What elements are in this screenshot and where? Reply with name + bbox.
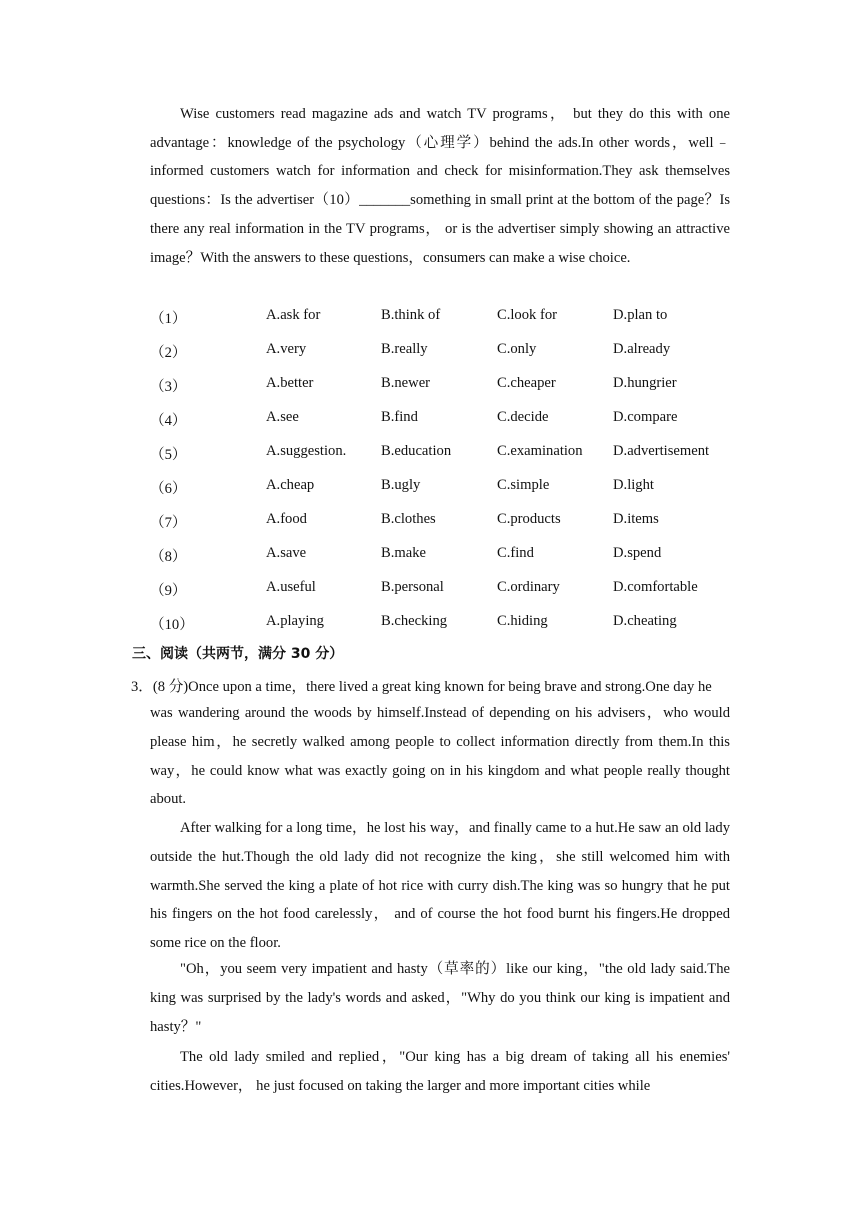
option-d: D.spend	[613, 545, 662, 561]
question-number: （7）	[150, 515, 187, 531]
option-d: D.items	[613, 511, 659, 527]
question-number: （5）	[150, 447, 187, 463]
option-b: B.think of	[381, 307, 441, 323]
option-row-10	[150, 613, 750, 635]
option-d: D.advertisement	[613, 443, 710, 459]
question-3-intro: Once upon a time，there lived a great king known for being brave and strong.One day he	[188, 679, 712, 695]
question-number: （10）	[150, 617, 194, 633]
question-number: （4）	[150, 413, 187, 429]
option-row-2	[150, 341, 750, 363]
option-b: B.make	[381, 545, 426, 561]
question-3-paragraph-1: was wandering around the woods by himself.Instead of depending on his advisers，who would please him，he secretly walked among people to collect information directly from them.In this way，he could know what was exactly going on in his kingdom and what people really thought about.	[150, 705, 730, 808]
option-d: D.compare	[613, 409, 678, 425]
option-c: C.decide	[497, 409, 549, 425]
option-a: A.cheap	[266, 477, 315, 493]
option-a: A.save	[266, 545, 307, 561]
option-row-7	[150, 511, 750, 533]
question-number: （8）	[150, 549, 187, 565]
option-a: A.playing	[266, 613, 324, 629]
option-d: D.plan to	[613, 307, 668, 323]
option-row-5	[150, 443, 750, 465]
option-c: C.only	[497, 341, 537, 357]
question-number: （2）	[150, 345, 187, 361]
question-3-paragraph-4: The old lady smiled and replied，"Our king has a big dream of taking all his enemies' cities.However， he just focused on taking the larger and more important cities while	[150, 1049, 730, 1094]
option-a: A.suggestion.	[266, 443, 347, 459]
option-row-9	[150, 579, 750, 601]
passage-paragraph: Wise customers read magazine ads and watch TV programs， but they do this with one advantage：knowledge of the psychology（心理学）behind the ads.In other words，well﹣informed customers watch for information and check for misinformation.They ask themselves questions：Is the advertiser（10）_______something in small print at the bottom of the page？Is there any real information in the TV programs， or is the advertiser simply showing an attractive image？With the answers to these questions，consumers can make a wise choice.	[150, 106, 730, 266]
question-number: （1）	[150, 311, 187, 327]
option-a: A.ask for	[266, 307, 321, 323]
section-heading: 三、阅读（共两节，满分 30 分）	[132, 646, 344, 662]
option-a: A.useful	[266, 579, 316, 595]
option-d: D.cheating	[613, 613, 677, 629]
option-b: B.clothes	[381, 511, 436, 527]
option-row-3	[150, 375, 750, 397]
option-b: B.personal	[381, 579, 444, 595]
option-a: A.food	[266, 511, 307, 527]
option-d: D.comfortable	[613, 579, 698, 595]
option-row-4	[150, 409, 750, 431]
option-a: A.see	[266, 409, 299, 425]
option-b: B.education	[381, 443, 452, 459]
question-number: （6）	[150, 481, 187, 497]
option-b: B.newer	[381, 375, 431, 391]
option-d: D.already	[613, 341, 671, 357]
option-c: C.hiding	[497, 613, 548, 629]
option-d: D.hungrier	[613, 375, 677, 391]
option-c: C.products	[497, 511, 561, 527]
question-number: （3）	[150, 379, 187, 395]
question-label: 3．(8 分)	[131, 679, 189, 695]
question-3-paragraph-3: "Oh，you seem very impatient and hasty（草率的）like our king，"the old lady said.The king was surprised by the lady's words and asked，"Why do you think our king is impatient and hasty？"	[150, 961, 730, 1035]
option-c: C.cheaper	[497, 375, 556, 391]
option-c: C.simple	[497, 477, 550, 493]
option-row-6	[150, 477, 750, 499]
option-b: B.really	[381, 341, 428, 357]
option-c: C.ordinary	[497, 579, 560, 595]
option-b: B.ugly	[381, 477, 421, 493]
option-a: A.better	[266, 375, 314, 391]
question-3-paragraph-2: After walking for a long time，he lost his way，and finally came to a hut.He saw an old lady outside the hut.Though the old lady did not recognize the king，she still welcomed him with warmth.She served the king a plate of hot rice with curry dish.The king was so hungry that he put his fingers on the hot food carelessly， and of course the hot food burnt his fingers.He dropped some rice on the floor.	[150, 820, 730, 952]
option-row-1	[150, 307, 750, 329]
question-3-first-line	[131, 673, 731, 702]
option-row-8	[150, 545, 750, 567]
option-d: D.light	[613, 477, 654, 493]
option-c: C.find	[497, 545, 534, 561]
option-c: C.examination	[497, 443, 583, 459]
option-a: A.very	[266, 341, 307, 357]
option-b: B.find	[381, 409, 418, 425]
option-c: C.look for	[497, 307, 557, 323]
question-number: （9）	[150, 583, 187, 599]
option-b: B.checking	[381, 613, 448, 629]
